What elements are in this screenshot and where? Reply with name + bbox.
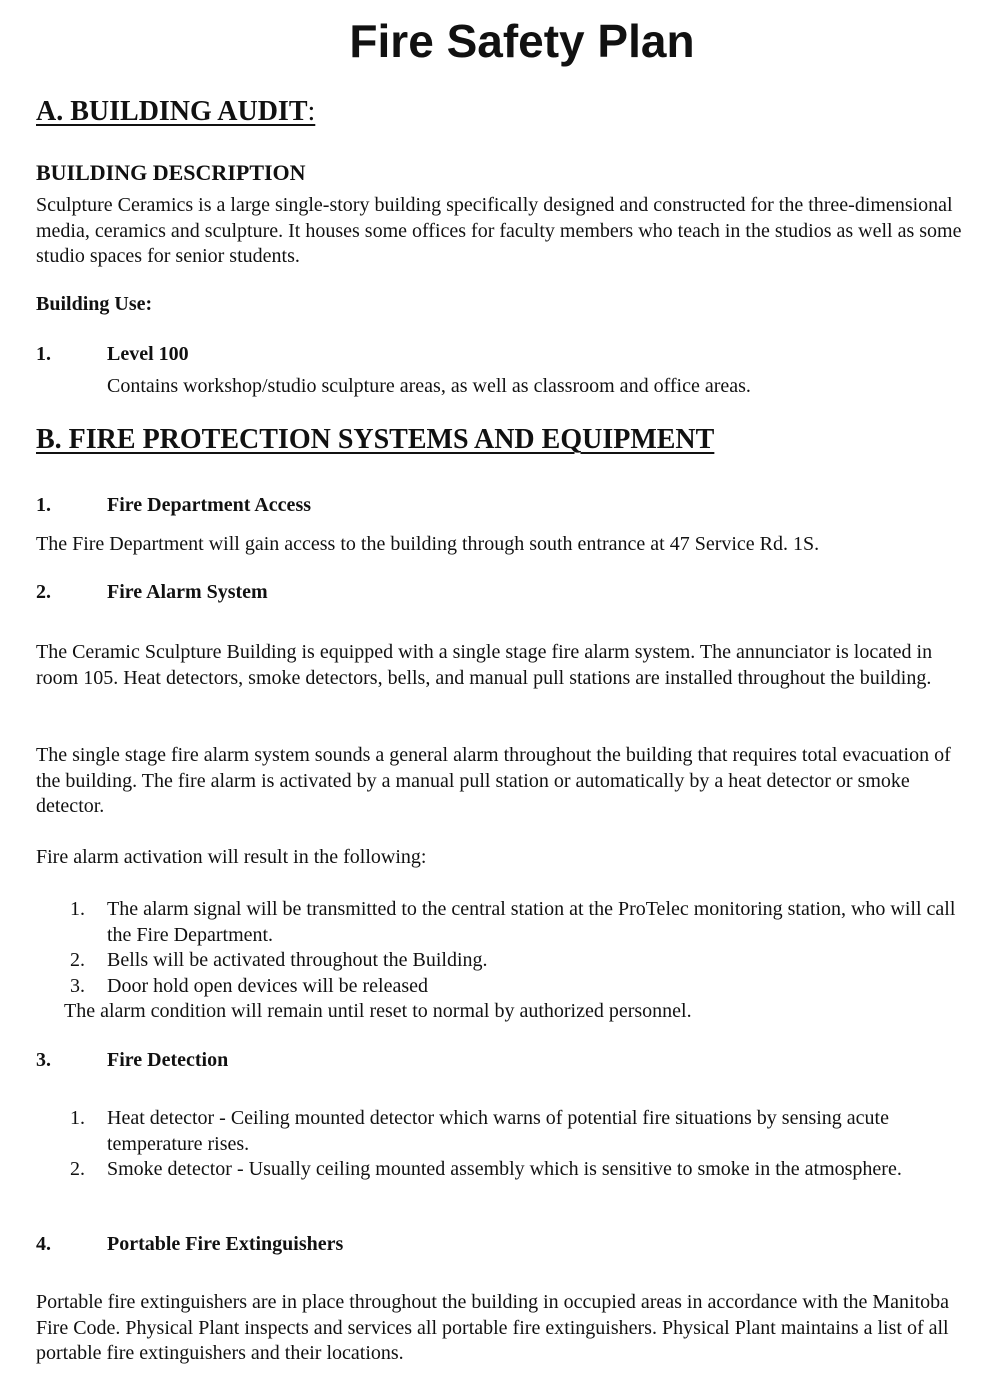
fire-alarm-paragraph-1: The Ceramic Sculpture Building is equipped with a single stage fire alarm system. The annunciator is located in room 105. Heat detectors, smoke detectors, bells, and manual pull stations are installed throughout the building. [36, 641, 933, 689]
list-item-marker: 2. [70, 1158, 85, 1180]
fire-alarm-closing: The alarm condition will remain until reset to normal by authorized personnel. [64, 1000, 692, 1022]
fire-alarm-system-number: 2. [36, 581, 51, 603]
list-item [0, 948, 967, 974]
portable-extinguishers-label: Portable Fire Extinguishers [107, 1233, 344, 1255]
document-title: Fire Safety Plan [349, 15, 695, 67]
list-item-text: The alarm signal will be transmitted to the central station at the ProTelec monitoring station, who will call the Fire Department. [107, 898, 956, 946]
level-100-number: 1. [36, 343, 51, 365]
list-item [0, 974, 967, 1000]
list-item [0, 897, 967, 948]
fire-department-access-number: 1. [36, 494, 51, 516]
portable-extinguishers-text: Portable fire extinguishers are in place throughout the building in occupied areas in accordance with the Manitoba Fire Code. Physical Plant inspects and services all portable fire extinguishers. Physical Plant maintains a list of all portable fire extinguishers and their locations. [36, 1291, 950, 1364]
fire-department-access-label: Fire Department Access [107, 494, 312, 516]
building-use-heading: Building Use: [36, 293, 153, 315]
building-description-heading: BUILDING DESCRIPTION [36, 160, 306, 185]
fire-department-access-text: The Fire Department will gain access to the building through south entrance at 47 Service Rd. 1S. [36, 533, 820, 555]
fire-detection-list [0, 1106, 1000, 1183]
alarm-activation-list [0, 897, 1000, 999]
portable-extinguishers-number: 4. [36, 1233, 51, 1255]
fire-alarm-paragraph-3: Fire alarm activation will result in the following: [36, 846, 427, 868]
level-100-label: Level 100 [107, 343, 189, 365]
list-item-text: Door hold open devices will be released [107, 974, 429, 997]
list-item [0, 1106, 967, 1157]
fire-detection-number: 3. [36, 1049, 51, 1071]
list-item [0, 1157, 967, 1183]
list-item-marker: 2. [70, 949, 85, 971]
section-b-heading: B. FIRE PROTECTION SYSTEMS AND EQUIPMENT [36, 424, 715, 455]
list-item-marker: 3. [70, 974, 85, 997]
list-item-text: Heat detector - Ceiling mounted detector which warns of potential fire situations by sensing acute temperature rises. [107, 1107, 889, 1155]
list-item-marker: 1. [70, 898, 85, 920]
list-item-text: Bells will be activated throughout the Building. [107, 949, 488, 971]
list-item-text: Smoke detector - Usually ceiling mounted assembly which is sensitive to smoke in the atmosphere. [107, 1158, 902, 1180]
section-a-heading-colon: : [307, 96, 316, 127]
fire-alarm-system-label: Fire Alarm System [107, 581, 268, 603]
level-100-text: Contains workshop/studio sculpture areas, as well as classroom and office areas. [107, 375, 751, 397]
section-a-heading [36, 96, 315, 128]
section-a-heading-text: A. BUILDING AUDIT [36, 96, 308, 127]
list-item-marker: 1. [70, 1107, 85, 1129]
fire-detection-label: Fire Detection [107, 1049, 229, 1071]
building-description-text: Sculpture Ceramics is a large single-story building specifically designed and constructed for the three-dimensional media, ceramics and sculpture. It houses some offices for faculty members who teach in the studios as well as some studio spaces for senior students. [36, 194, 962, 267]
fire-alarm-paragraph-2: The single stage fire alarm system sounds a general alarm throughout the building that requires total evacuation of the building. The fire alarm is activated by a manual pull station or automatically by a heat detector or smoke detector. [36, 744, 951, 817]
